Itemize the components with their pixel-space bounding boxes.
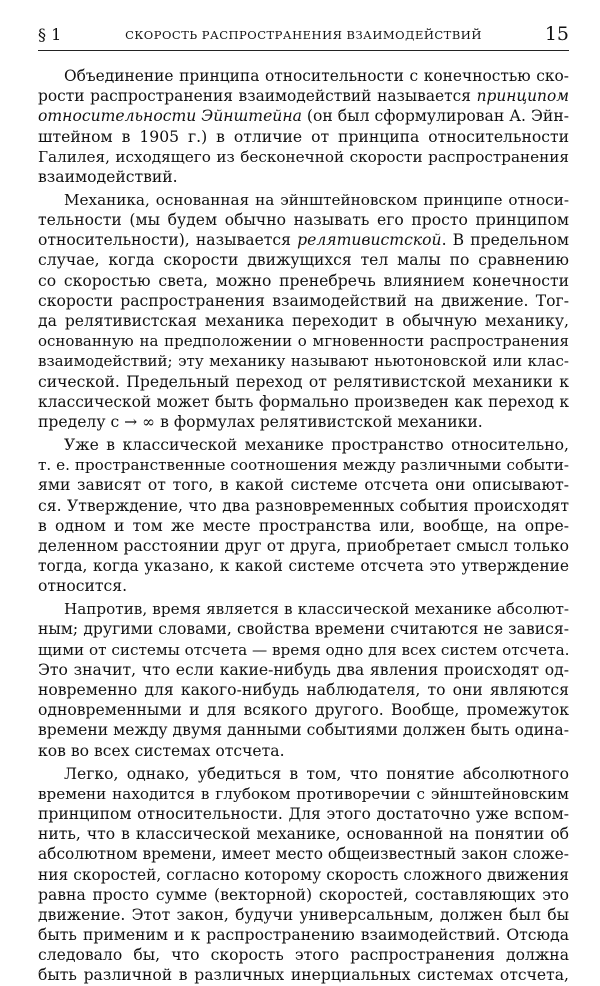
text-line: взаимодействий; эту механику называют ньютоновской или клас-	[38, 352, 569, 371]
text-line: Галилея, исходящего из бесконечной скорости распространения	[38, 147, 569, 166]
text-line: Напротив, время является в классической механике абсолют-	[64, 600, 569, 619]
text-line: ков во всех системах отсчета.	[38, 741, 285, 760]
text-line: тогда, когда указано, к какой системе отсчета это утверждение	[38, 557, 569, 576]
text-line: щими от системы отсчета — время одно для всех систем отсчета.	[38, 640, 570, 659]
text-line: абсолютном времени, имеет место общеизвестный закон сложе-	[38, 845, 569, 864]
text-line: пределу c → ∞ в формулах релятивистской механики.	[38, 412, 483, 431]
text-line: относится.	[38, 577, 128, 596]
text-line: ния скоростей, согласно которому скорость сложного движения	[38, 865, 569, 884]
book-page	[38, 0, 570, 985]
text-line: в одном и том же месте пространства или, вообще, на опре-	[38, 516, 569, 535]
text-line: Уже в классической механике пространство относительно,	[64, 435, 569, 454]
header-rule	[38, 50, 569, 51]
text-line: деленном расстоянии друг от друга, приобретает смысл только	[38, 536, 569, 555]
text-line: скорости распространения взаимодействий на движение. Тог-	[38, 291, 569, 310]
section-number: § 1	[38, 25, 62, 44]
text-line: новременно для какого-нибудь наблюдателя, то они являются	[38, 681, 569, 700]
running-title: СКОРОСТЬ РАСПРОСТРАНЕНИЯ ВЗАИМОДЕЙСТВИЙ	[125, 28, 482, 42]
text-line: принципом относительности. Для этого достаточно уже вспом-	[38, 804, 569, 823]
text-line: относительности), называется релятивистской. В предельном	[38, 231, 569, 250]
text-line: да релятивистская механика переходит в обычную механику,	[38, 312, 569, 331]
text-line: времени находится в глубоком противоречии с эйнштейновским	[38, 784, 569, 803]
text-line: рости распространения взаимодействий называется принципом	[38, 87, 569, 106]
text-line: случае, когда скорости движущихся тел малы по сравнению	[38, 251, 569, 270]
text-line: относительности Эйнштейна (он был сформулирован А. Эйн-	[38, 107, 569, 126]
text-line: штейном в 1905 г.) в отличие от принципа относительности	[38, 127, 569, 146]
text-line: следовало бы, что скорость этого распространения должна	[38, 946, 569, 965]
text-line: ями зависят от того, в какой системе отсчета они описывают-	[38, 476, 569, 495]
text-line: ным; другими словами, свойства времени считаются не завися-	[38, 620, 569, 639]
text-line: со скоростью света, можно пренебречь влиянием конечности	[38, 271, 569, 290]
text-line: нить, что в классической механике, основанной на понятии об	[38, 825, 569, 844]
text-line: быть применим и к распространению взаимодействий. Отсюда	[38, 926, 569, 945]
page-number: 15	[544, 23, 569, 45]
text-line: взаимодействий.	[38, 167, 178, 186]
text-line: Механика, основанная на эйнштейновском принципе относи-	[64, 190, 569, 209]
text-line: классической может быть формально произведен как переход к	[38, 392, 569, 411]
text-line: т. е. пространственные соотношения между различными событи-	[38, 456, 569, 475]
text-line: тельности (мы будем обычно называть его просто принципом	[38, 211, 569, 230]
text-line: равна просто сумме (векторной) скоростей, составляющих это	[38, 885, 569, 904]
text-line: Легко, однако, убедиться в том, что понятие абсолютного	[64, 764, 569, 783]
text-line: Объединение принципа относительности с конечностью ско-	[64, 67, 569, 85]
text-line: сической. Предельный переход от релятивистской механики к	[38, 372, 569, 391]
text-line: одновременными и для всякого другого. Вообще, промежуток	[38, 701, 569, 720]
text-line: времени между двумя данными событиями должен быть одина-	[38, 721, 569, 740]
text-line: быть различной в различных инерциальных системах отсчета,	[38, 966, 569, 985]
body-text	[38, 66, 569, 986]
text-line: ся. Утверждение, что два разновременных события происходят	[38, 496, 569, 515]
running-head	[38, 25, 569, 49]
text-line: Это значит, что если какие-нибудь два явления происходят од-	[38, 660, 569, 679]
text-line: основанную на предположении о мгновенности распространения	[38, 332, 569, 351]
text-line: движение. Этот закон, будучи универсальным, должен был бы	[38, 905, 569, 924]
